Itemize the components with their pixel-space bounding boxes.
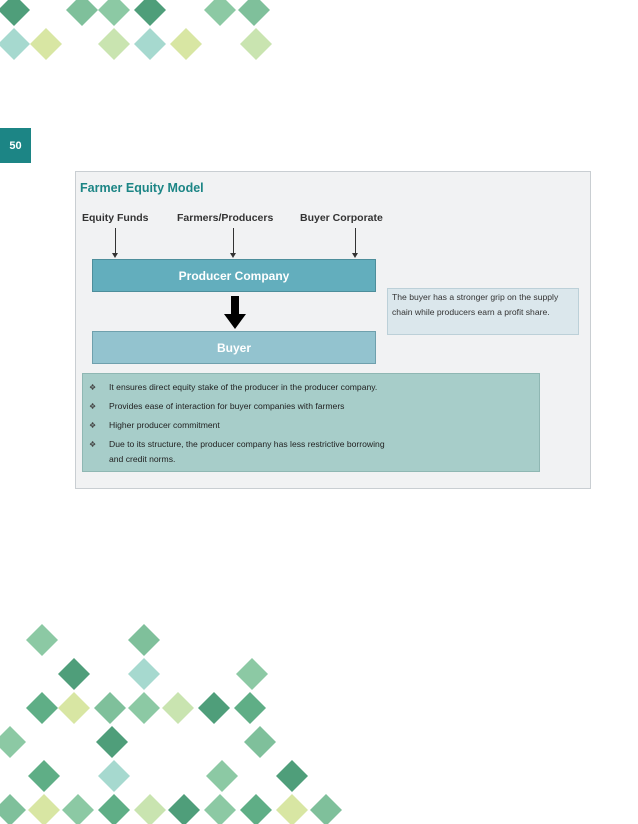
down-arrow-icon (224, 296, 246, 330)
arrow-buyer-corporate (355, 228, 356, 254)
bullet-diamond-icon: ❖ (89, 383, 97, 392)
bullet-text: Higher producer commitment (109, 420, 220, 430)
page-number: 50 (0, 128, 31, 163)
arrow-head-icon (230, 253, 236, 258)
input-label-buyer-corporate: Buyer Corporate (300, 212, 383, 224)
arrow-equity-funds (115, 228, 116, 254)
producer-company-box: Producer Company (92, 259, 376, 292)
bullet-text: It ensures direct equity stake of the producer in the producer company. (109, 382, 378, 392)
top-diamonds (0, 0, 272, 60)
bottom-diamonds (0, 624, 342, 824)
bullet-text: Due to its structure, the producer company has less restrictive borrowing and credit norms. (109, 439, 385, 464)
arrow-farmers-producers (233, 228, 234, 254)
arrow-head-icon (112, 253, 118, 258)
bullet-diamond-icon: ❖ (89, 402, 97, 411)
buyer-box: Buyer (92, 331, 376, 364)
bullet-diamond-icon: ❖ (89, 440, 97, 449)
arrow-head-icon (352, 253, 358, 258)
input-label-farmers-producers: Farmers/Producers (177, 212, 274, 224)
diagram-title: Farmer Equity Model (80, 181, 204, 195)
buyer-note: The buyer has a stronger grip on the supply chain while producers earn a profit share. (387, 288, 579, 335)
input-label-equity-funds: Equity Funds (82, 212, 149, 224)
bullet-text: Provides ease of interaction for buyer companies with farmers (109, 401, 345, 411)
bullet-diamond-icon: ❖ (89, 421, 97, 430)
benefits-panel (82, 373, 540, 472)
